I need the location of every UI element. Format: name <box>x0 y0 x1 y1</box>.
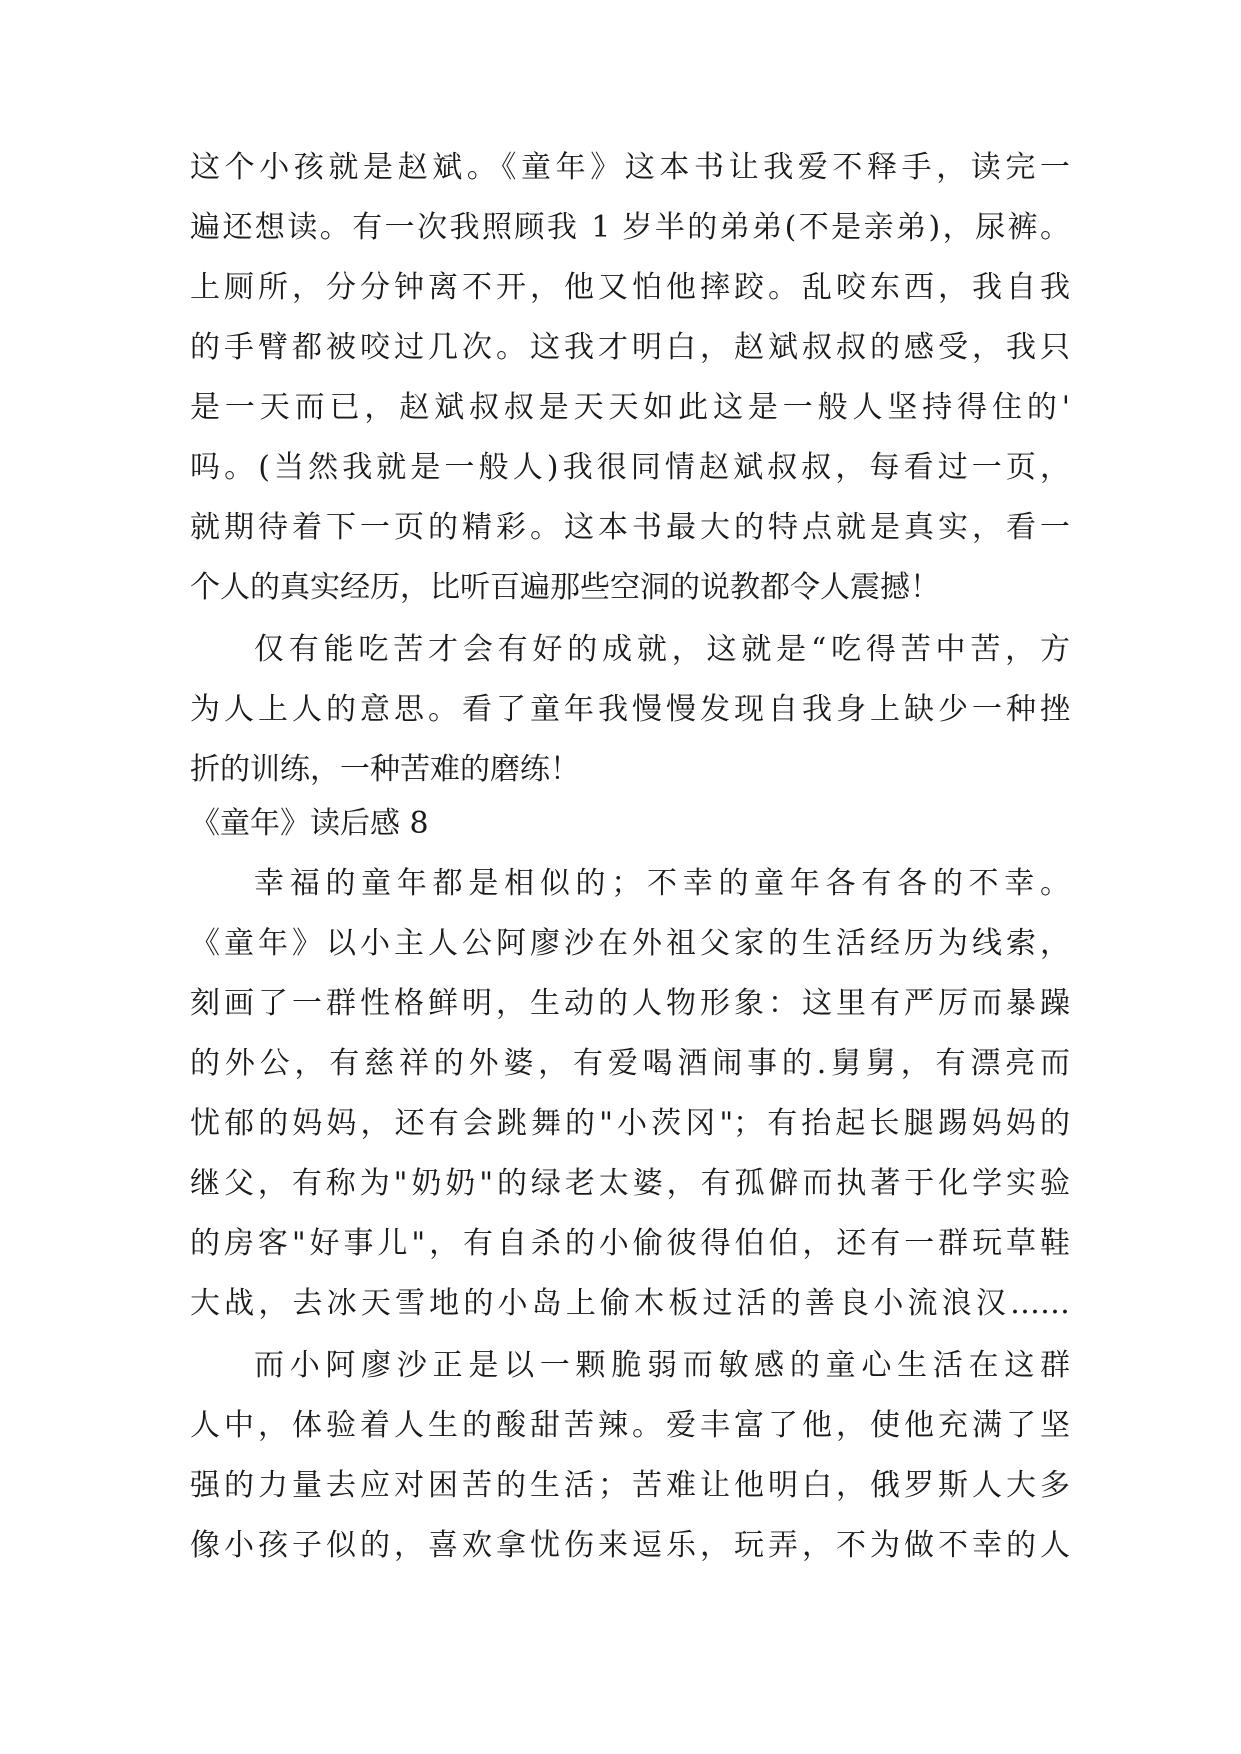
section-heading: 《童年》读后感 8 <box>190 806 429 841</box>
paragraph-line: 这个小孩就是赵斌。《童年》这本书让我爱不释手，读完一 <box>190 150 1070 185</box>
paragraph-line: 的房客"好事儿"，有自杀的小偷彼得伯伯，还有一群玩草鞋 <box>190 1226 1070 1261</box>
paragraph-line: 仅有能吃苦才会有好的成就，这就是“吃得苦中苦，方 <box>254 632 1070 667</box>
paragraph-line: 的外公，有慈祥的外婆，有爱喝酒闹事的.舅舅，有漂亮而 <box>190 1046 1070 1081</box>
paragraph-line: 的手臂都被咬过几次。这我才明白，赵斌叔叔的感受，我只 <box>190 330 1070 365</box>
paragraph-line: 继父，有称为"奶奶"的绿老太婆，有孤僻而执著于化学实验 <box>190 1166 1070 1201</box>
paragraph-line: 是一天而已，赵斌叔叔是天天如此这是一般人坚持得住的' <box>190 390 1070 425</box>
paragraph-line: 大战，去冰天雪地的小岛上偷木板过活的善良小流浪汉…… <box>190 1286 1070 1321</box>
paragraph-line: 个人的真实经历，比听百遍那些空洞的说教都令人震撼！ <box>190 570 940 605</box>
paragraph-line: 遍还想读。有一次我照顾我 1 岁半的弟弟(不是亲弟)，尿裤。 <box>190 210 1070 245</box>
paragraph-line: 像小孩子似的，喜欢拿忧伤来逗乐，玩弄，不为做不幸的人 <box>190 1528 1070 1563</box>
paragraph-line: 折的训练，一种苦难的磨练！ <box>190 752 580 787</box>
paragraph-line: 幸福的童年都是相似的；不幸的童年各有各的不幸。 <box>254 866 1070 901</box>
paragraph-line: 忧郁的妈妈，还有会跳舞的"小茨冈"；有抬起长腿踢妈妈的 <box>190 1106 1070 1141</box>
paragraph-line: 强的力量去应对困苦的生活；苦难让他明白，俄罗斯人大多 <box>190 1468 1070 1503</box>
paragraph-line: 为人上人的意思。看了童年我慢慢发现自我身上缺少一种挫 <box>190 692 1070 727</box>
paragraph-line: 《童年》以小主人公阿廖沙在外祖父家的生活经历为线索， <box>190 926 1070 961</box>
paragraph-line: 刻画了一群性格鲜明，生动的人物形象：这里有严厉而暴躁 <box>190 986 1070 1021</box>
paragraph-line: 人中，体验着人生的酸甜苦辣。爱丰富了他，使他充满了坚 <box>190 1408 1070 1443</box>
paragraph-line: 就期待着下一页的精彩。这本书最大的特点就是真实，看一 <box>190 510 1070 545</box>
paragraph-line: 而小阿廖沙正是以一颗脆弱而敏感的童心生活在这群 <box>254 1348 1070 1383</box>
paragraph-line: 吗。(当然我就是一般人)我很同情赵斌叔叔，每看过一页， <box>190 450 1070 485</box>
paragraph-line: 上厕所，分分钟离不开，他又怕他摔跤。乱咬东西，我自我 <box>190 270 1070 305</box>
